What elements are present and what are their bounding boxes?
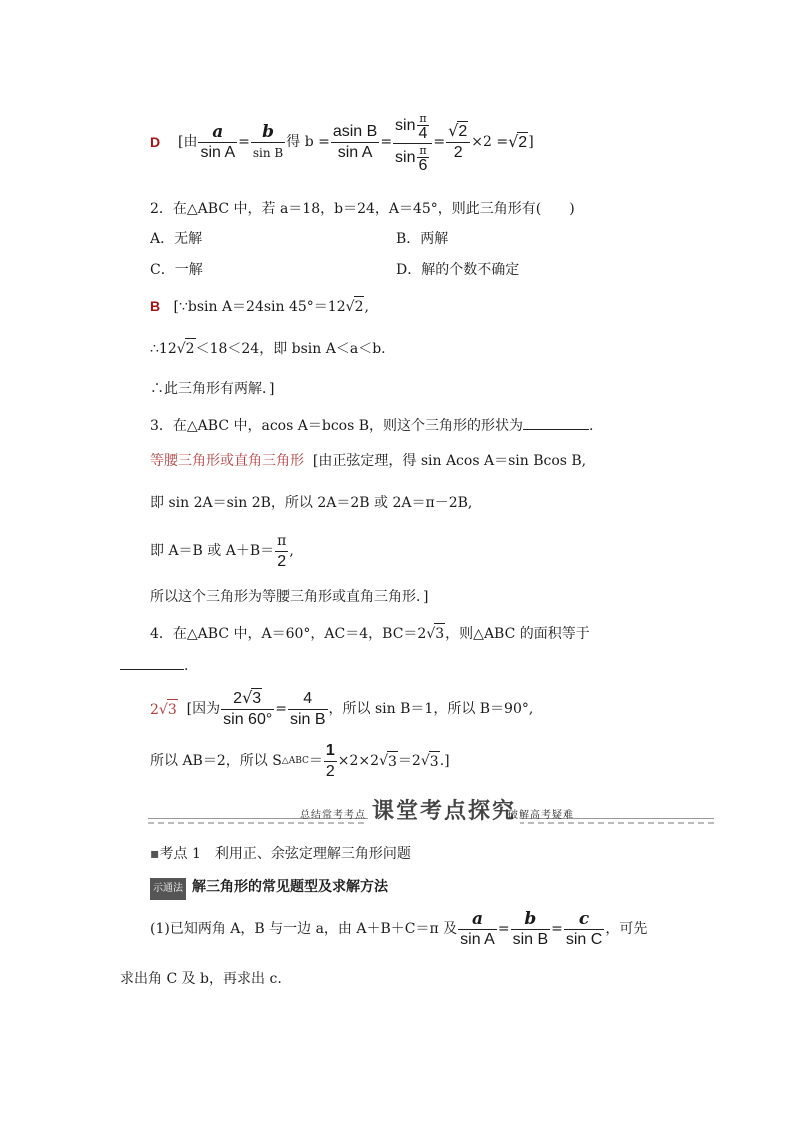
q2-sol1-text: [∵bsin A＝24sin 45°＝12: [173, 299, 346, 315]
q4-sol2-end: .]: [439, 753, 450, 769]
equals-sign: ＝: [308, 753, 323, 769]
fraction-numerator: π: [275, 531, 288, 552]
q4-solution-line-1: [150, 686, 533, 732]
radicand: 2: [354, 296, 365, 317]
radicand: 2: [458, 123, 468, 140]
radicand: 3: [167, 699, 178, 720]
banner-right-text: 破解高考疑难: [508, 810, 574, 821]
q3-solution-line-3: [150, 528, 294, 574]
kaodian-title-text: 考点 1 利用正、余弦定理解三角形问题: [159, 846, 411, 862]
fraction-denominator: sin A: [460, 930, 495, 948]
fraction-denominator: sin 60°: [223, 711, 273, 728]
fraction-denominator: 6: [418, 156, 428, 174]
kaodian-paragraph-2: 求出角 C 及 b，再求出 c.: [120, 971, 282, 987]
radical-sign: √: [426, 626, 436, 642]
q3-stem-end: .: [589, 418, 594, 434]
fraction-denominator: sin A: [200, 143, 236, 161]
equals-sign: =: [238, 134, 250, 150]
q1-fraction-root2-over-2: [446, 121, 470, 163]
q3-sol3-pre: 即 A＝B 或 A＋B＝: [150, 543, 275, 559]
q1-result-root2: [508, 132, 528, 153]
fraction-numerator: b: [511, 909, 551, 930]
radical-sign: √: [379, 753, 388, 769]
q1-fraction-sinpi4-over-sinpi6: [393, 112, 432, 173]
q3-sol3-post: ,: [289, 543, 294, 559]
q3-stem-text: 3．在△ABC 中，acos A＝bcos B，则这个三角形的形状为: [150, 418, 524, 434]
equals-sign: =: [551, 921, 563, 937]
fraction-denominator: 2: [325, 762, 335, 780]
inner-fraction: [417, 112, 430, 141]
q2-answer-letter: B: [150, 298, 161, 314]
q2-option-b: B．两解: [396, 231, 449, 247]
fraction-denominator: sin A: [337, 143, 373, 161]
banner-title: 课堂考点探究: [368, 794, 520, 825]
fraction-denominator: [393, 144, 432, 173]
radical-sign: √: [508, 131, 519, 151]
q4-fraction-one-half: [324, 741, 337, 782]
q1-fraction-b-over-sinB: [251, 122, 285, 163]
kaodian-subtitle-line: [150, 877, 388, 900]
fraction-denominator: sin B: [289, 710, 326, 728]
fraction-denominator: sin C: [565, 930, 603, 948]
q2-solution-line-2: [150, 338, 386, 359]
fraction-numerator: [221, 688, 274, 710]
answer-blank: [120, 655, 184, 670]
sin-label: sin: [395, 149, 416, 166]
q3-solution-line-1: [150, 451, 586, 471]
q2-option-a: A．无解: [150, 231, 203, 247]
q2-option-c: C．一解: [150, 262, 203, 278]
radicand: 3: [434, 623, 445, 644]
fraction-numerator: asin B: [331, 122, 379, 143]
kaodian-title: [150, 844, 411, 864]
q4-sol1-post: ，所以 sin B＝1，所以 B＝90°,: [328, 701, 534, 717]
q2-stem: 2．在△ABC 中，若 a＝18，b＝24，A＝45°，则此三角形有( ): [150, 201, 575, 217]
q4-fraction-2root3-over-sin60: [221, 688, 274, 730]
q4-fraction-4-over-sinB: [288, 689, 328, 730]
q4-sol2-eq2: ＝2: [397, 753, 421, 769]
p1-fraction-b-over-sinB: [511, 909, 551, 950]
q4-solution-line-2: [150, 738, 450, 784]
fraction-denominator: 4: [418, 124, 428, 142]
q4-stem-end: .: [184, 658, 189, 674]
radicand: 3: [429, 751, 440, 772]
answer-blank: [523, 415, 589, 430]
q4-sol1-open: [因为: [186, 701, 221, 717]
q2-solution-line-3: ∴此三角形有两解．]: [150, 381, 275, 397]
q1-text-de: 得 b =: [286, 134, 330, 150]
fraction-denominator: 2: [277, 552, 287, 570]
fraction-numerator: π: [417, 112, 430, 126]
q1-answer-letter: D: [150, 134, 161, 150]
q4-sol2-mid: ×2×2: [337, 753, 380, 769]
fraction-numerator: π: [417, 144, 430, 158]
equals-sign: =: [275, 701, 287, 717]
equals-sign: =: [433, 134, 446, 150]
q1-times-two: ×2 =: [471, 134, 509, 150]
radical-sign: √: [242, 688, 253, 707]
fraction-numerator: [393, 112, 432, 144]
radical-sign: √: [158, 701, 168, 718]
q3-fraction-pi-over-2: [275, 531, 288, 572]
kaodian-subtitle: 解三角形的常见题型及求解方法: [192, 879, 388, 895]
q1-fraction-a-over-sinA: [198, 122, 237, 163]
banner-left-text: 总结常考考点: [300, 810, 366, 821]
fraction-numerator: a: [458, 909, 497, 930]
radical-sign: √: [420, 753, 430, 769]
fraction-numerator: a: [198, 122, 237, 143]
q3-sol1: [由正弦定理，得 sin Acos A＝sin Bcos B,: [312, 453, 587, 469]
q2-option-d: D．解的个数不确定: [396, 262, 520, 278]
fraction-numerator: 4: [288, 689, 328, 710]
coefficient: 2: [233, 690, 243, 707]
q4-stem-post: ，则△ABC 的面积等于: [445, 626, 590, 642]
q4-sol2-pre: 所以 AB＝2，所以 S: [150, 753, 282, 769]
radicand: 3: [387, 751, 398, 772]
sin-label: sin: [395, 117, 416, 134]
q4-area-subscript: △ABC: [281, 756, 309, 766]
fraction-numerator: c: [564, 909, 604, 930]
radical-sign: √: [345, 299, 355, 315]
radical-sign: √: [176, 341, 186, 357]
kaodian-paragraph-1: [150, 906, 647, 952]
q1-fraction-asinB-over-sinA: [331, 122, 379, 163]
p1-fraction-c-over-sinC: [564, 909, 604, 950]
method-tag-icon: 示通法: [150, 878, 186, 900]
equals-sign: =: [497, 921, 510, 937]
q4-answer: [150, 699, 178, 720]
q3-answer: 等腰三角形或直角三角形: [150, 453, 304, 469]
fraction-numerator: b: [251, 122, 285, 143]
q3-stem: [150, 415, 593, 436]
p1-fraction-a-over-sinA: [458, 909, 497, 950]
q1-text-open: [由: [178, 134, 198, 150]
fraction-denominator: sin B: [512, 930, 549, 948]
q3-solution-line-2: 即 sin 2A＝sin 2B，所以 2A＝2B 或 2A＝π－2B,: [150, 495, 473, 511]
radical-sign: √: [448, 121, 459, 140]
q4-stem: [150, 623, 590, 644]
q4-stem-blank-line: [120, 655, 188, 676]
inner-fraction: [417, 144, 430, 173]
fraction-denominator: 2: [453, 144, 463, 161]
fraction-numerator: [446, 121, 470, 143]
q2-solution-line-1: [150, 296, 369, 317]
fraction-numerator: 1: [324, 741, 337, 762]
section-marker-icon: ▪: [150, 846, 160, 862]
q4-stem-pre: 4．在△ABC 中，A＝60°，AC＝4，BC＝2: [150, 626, 427, 642]
q1-text-close: ]: [528, 134, 534, 150]
q3-solution-line-4: 所以这个三角形为等腰三角形或直角三角形．]: [150, 589, 429, 605]
fraction-denominator: sin B: [252, 145, 284, 160]
q2-sol1-end: ,: [364, 299, 369, 315]
p1-text-post: ，可先: [605, 921, 648, 937]
radicand: 3: [252, 690, 262, 707]
q2-sol2-post: ＜18＜24，即 bsin A＜a＜b.: [195, 341, 386, 357]
p1-text-pre: (1)已知两角 A，B 与一边 a，由 A＋B＋C＝π 及: [150, 921, 458, 937]
radicand: 2: [518, 133, 528, 151]
q2-sol2-pre: ∴12: [150, 341, 177, 357]
equals-sign: =: [380, 134, 393, 150]
answer-coefficient: 2: [150, 701, 159, 718]
radicand: 2: [185, 338, 196, 359]
